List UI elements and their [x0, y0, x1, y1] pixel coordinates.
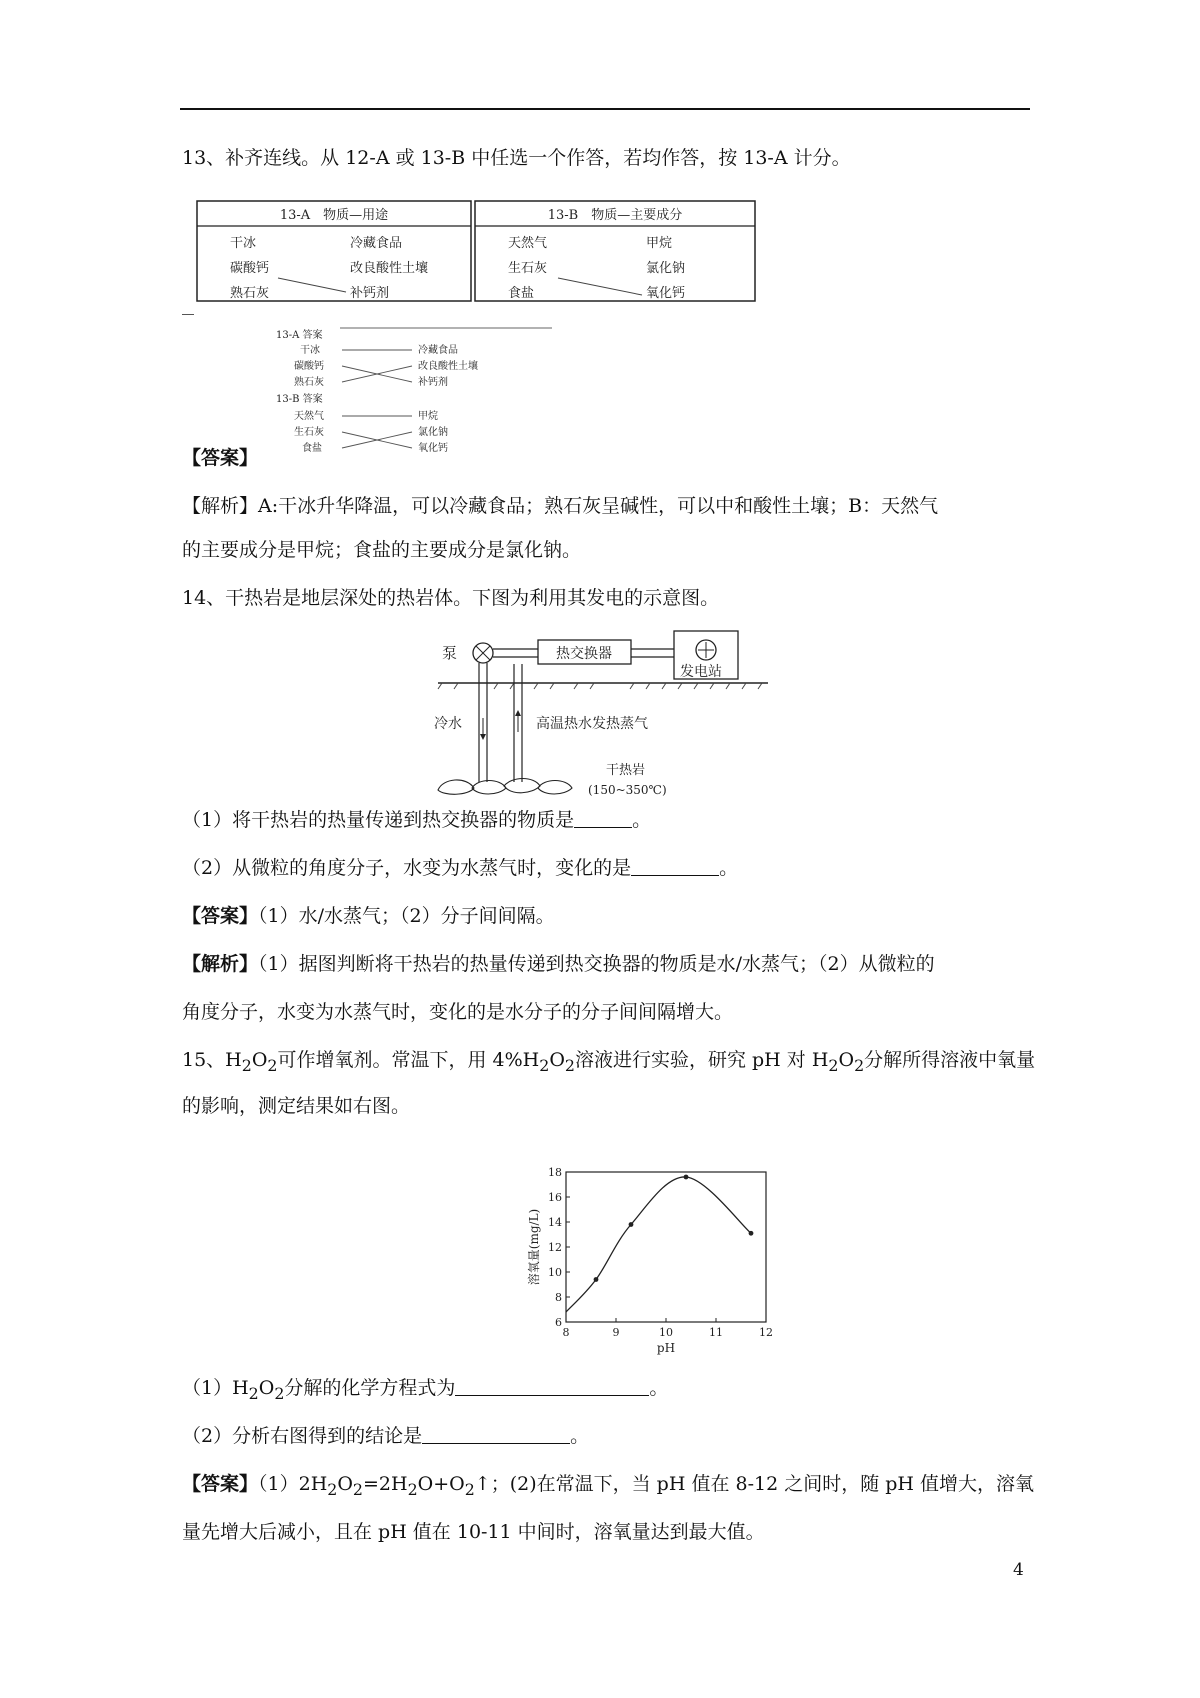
chart-plot [526, 1166, 773, 1355]
rock-shapes [438, 779, 572, 795]
q13-b-right-2: 氯化钠 [646, 261, 686, 276]
q15-chart [518, 1158, 788, 1358]
q13-b-line [558, 278, 642, 295]
q13-analysis-line2: 的主要成分是甲烷；食盐的主要成分是氯化钠。 [182, 539, 582, 561]
data-point [684, 1175, 689, 1180]
q13-ans-a-left-3: 熟石灰 [294, 377, 324, 388]
power-station-label: 发电站 [680, 664, 722, 680]
q15-sub1-blank[interactable] [455, 1375, 649, 1396]
data-point [594, 1277, 599, 1282]
q15-sub2: （2）分析右图得到的结论是 。 [182, 1425, 590, 1447]
q13-b-left-1: 天然气 [508, 236, 548, 251]
q14-sub2: （2）从微粒的角度分子，水变为水蒸气时，变化的是 。 [182, 857, 739, 879]
hot-water-label: 高温热水发热蒸气 [536, 716, 648, 732]
x-tick-label: 9 [612, 1326, 620, 1339]
q15-title-line2: 的影响，测定结果如右图。 [182, 1095, 411, 1117]
q13-table [196, 200, 774, 312]
heat-exchanger-label: 热交换器 [556, 646, 612, 662]
x-tick-label: 12 [759, 1326, 773, 1339]
dry-rock-label: 干热岩 [606, 763, 646, 778]
temp-range-label: (150~350℃) [588, 783, 667, 797]
q14-title: 14、干热岩是地层深处的热岩体。下图为利用其发电的示意图。 [182, 587, 720, 609]
page-number: 4 [1013, 1560, 1024, 1580]
y-tick-label: 10 [548, 1266, 562, 1279]
data-point [749, 1231, 754, 1236]
q13-a-right-2: 改良酸性土壤 [350, 261, 429, 276]
q13-b-left-2: 生石灰 [508, 261, 548, 276]
q13-a-right-1: 冷藏食品 [350, 236, 403, 251]
q13-ans-b-right-1: 甲烷 [418, 411, 438, 422]
q13-ans-a-left-1: 干冰 [300, 345, 320, 356]
y-tick-label: 14 [548, 1216, 562, 1229]
q15-sub2-blank[interactable] [422, 1423, 570, 1444]
x-tick-label: 10 [659, 1326, 673, 1339]
q13-answer-a-title: 13-A 答案 [276, 330, 323, 341]
q15-title: 15、$H_2O_2$可作增氧剂。常温下，用 $4\%H_2O_2$溶液进行实验，研究 pH 对 $H_2O_2$分解所得溶液中氧量 [182, 1049, 1036, 1075]
x-tick-label: 11 [709, 1326, 723, 1339]
q13-a-left-3: 熟石灰 [230, 286, 270, 301]
q14-analysis-line1: 【解析】（1）据图判断将干热岩的热量传递到热交换器的物质是水/水蒸气；（2）从微粒的 [182, 953, 935, 975]
q13-a-left-2: 碳酸钙 [230, 261, 270, 276]
y-tick-label: 16 [548, 1191, 562, 1204]
q13-answer-label: 【答案】 [182, 447, 259, 469]
q13-ans-b-right-2: 氯化钠 [418, 427, 448, 438]
q13-answer-b-title: 13-B 答案 [276, 394, 323, 405]
y-axis-label: 溶氧量(mg/L) [527, 1208, 541, 1286]
q15-sub1: $(1)H_2O_2$分解的化学方程式为 。 [182, 1377, 669, 1403]
q13-title: 13、补齐连线。从 12-A 或 13-B 中任选一个作答，若均作答，按 13-A 计分。 [182, 147, 851, 169]
header-rule [180, 108, 1030, 110]
q13-b-left-3: 食盐 [508, 286, 535, 301]
data-point [629, 1222, 634, 1227]
scan-mark [182, 314, 194, 315]
q13-a-line [278, 278, 346, 292]
q15-answer-line2: 量先增大后减小，且在 pH 值在 10-11 中间时，溶氧量达到最大值。 [182, 1521, 765, 1543]
q13-ans-b-left-2: 生石灰 [294, 427, 324, 438]
q13-table-header-a: 13-A 物质—用途 [279, 208, 389, 223]
q13-b-right-1: 甲烷 [646, 236, 673, 251]
x-axis-label: pH [656, 1341, 676, 1355]
q13-table-header-b: 13-B 物质—主要成分 [547, 208, 683, 223]
pump-label: 泵 [442, 644, 458, 662]
x-tick-label: 8 [562, 1326, 570, 1339]
q14-answer: 【答案】（1）水/水蒸气；（2）分子间间隔。 [182, 905, 555, 927]
q14-sub1-blank[interactable] [574, 807, 632, 828]
q14-sub1: （1）将干热岩的热量传递到热交换器的物质是 。 [182, 809, 652, 831]
q14-diagram [434, 628, 788, 800]
q13-ans-b-right-3: 氧化钙 [418, 443, 448, 454]
y-tick-label: 8 [555, 1291, 562, 1304]
q13-ans-a-right-3: 补钙剂 [418, 377, 448, 388]
q14-analysis-line2: 角度分子，水变为水蒸气时，变化的是水分子的分子间间隔增大。 [182, 1001, 734, 1023]
cold-water-label: 冷水 [434, 716, 462, 732]
plot-frame [566, 1172, 766, 1322]
q13-ans-a-left-2: 碳酸钙 [294, 361, 324, 372]
y-tick-label: 6 [555, 1316, 562, 1329]
q13-ans-b-left-1: 天然气 [294, 411, 324, 422]
q15-answer-line1: 【答案】$(1)2H_2O_2=2H_2O+O_2↑$；(2)在常温下，当 pH 值在 8-12 之间时，随 pH 值增大，溶氧 [182, 1473, 1035, 1499]
q13-a-right-3: 补钙剂 [350, 286, 390, 301]
q13-a-left-1: 干冰 [230, 236, 257, 251]
q13-answer-diagram [270, 322, 570, 458]
y-tick-label: 12 [548, 1241, 562, 1254]
series-line [566, 1177, 751, 1312]
q13-ans-b-left-3: 食盐 [302, 443, 322, 454]
y-tick-label: 18 [548, 1166, 562, 1179]
q13-ans-a-right-2: 改良酸性土壤 [418, 361, 478, 372]
q14-sub2-blank[interactable] [631, 855, 719, 876]
q13-b-right-3: 氧化钙 [646, 286, 686, 301]
q13-ans-a-right-1: 冷藏食品 [418, 345, 458, 356]
q13-analysis-line1: 【解析】A:干冰升华降温，可以冷藏食品；熟石灰呈碱性，可以中和酸性土壤；B：天然气 [182, 495, 939, 517]
